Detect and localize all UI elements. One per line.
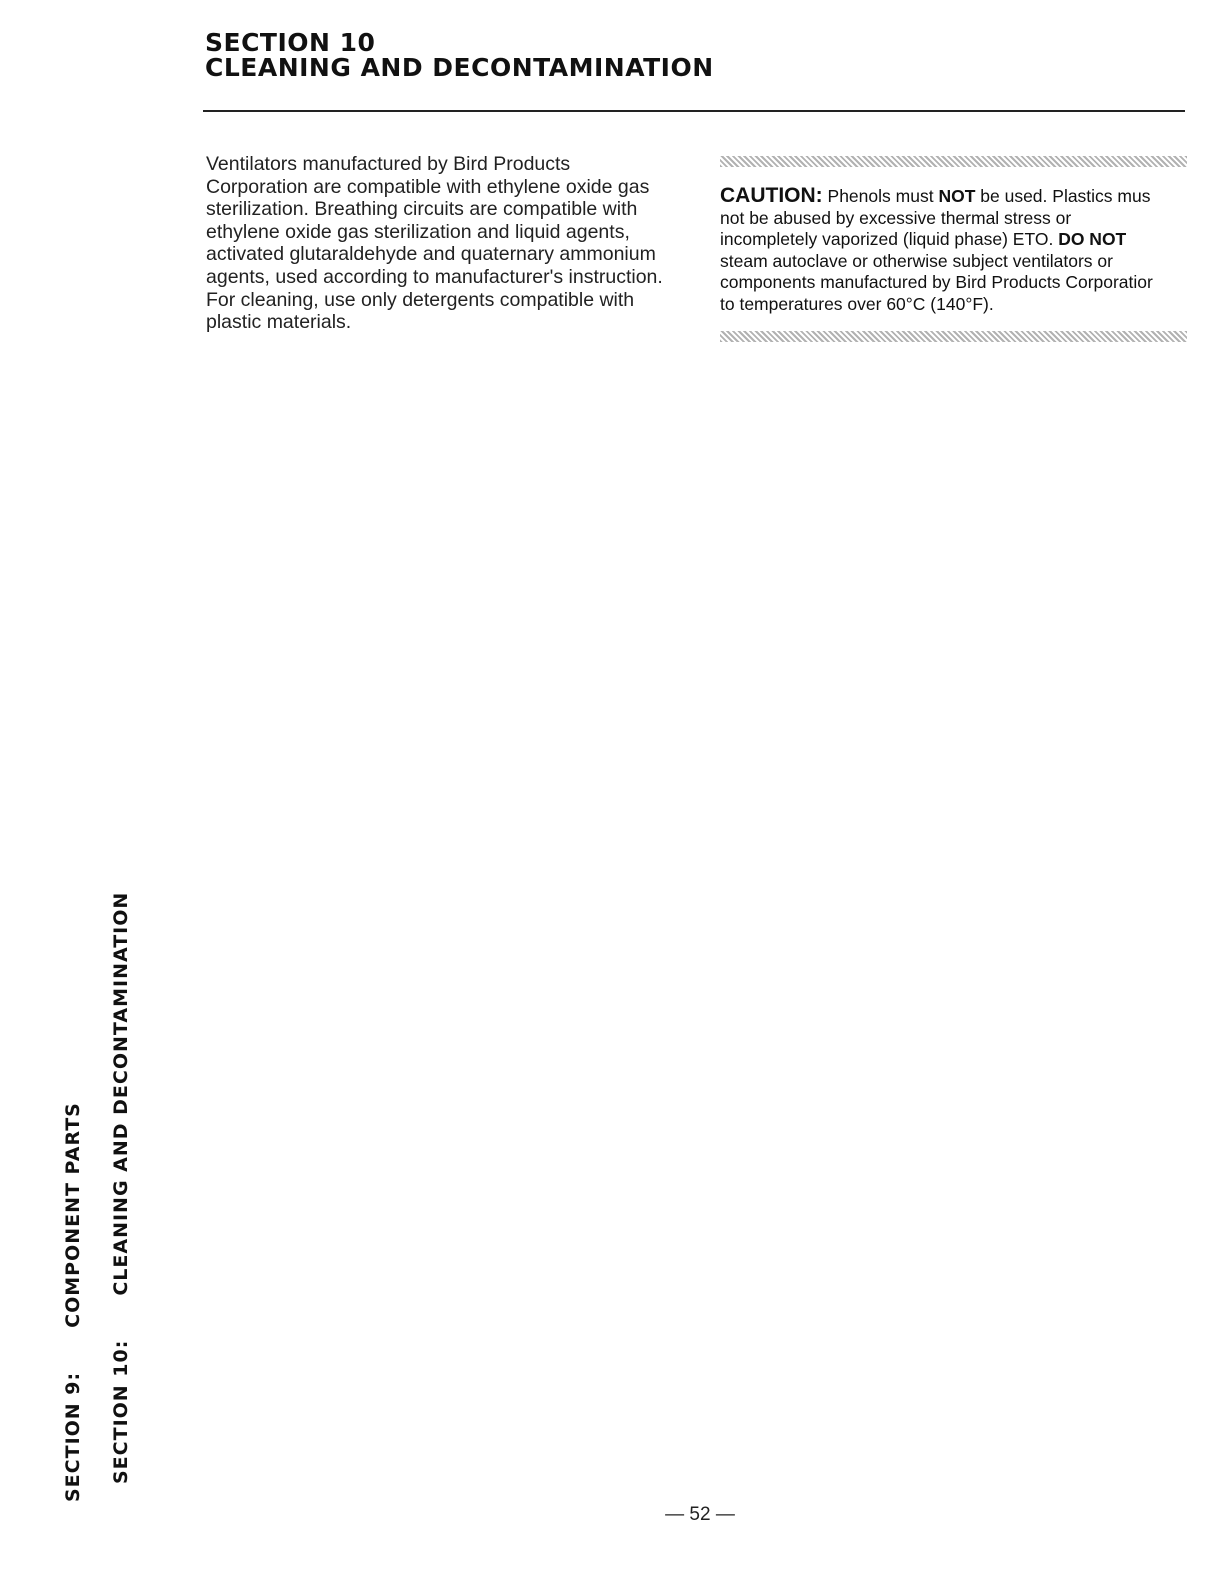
section-title: CLEANING AND DECONTAMINATION [205,53,714,82]
side-tab-1-title: COMPONENT PARTS [62,1102,84,1328]
caution-line-4: steam autoclave or otherwise subject ventilators or [720,250,1113,271]
caution-line-5: components manufactured by Bird Products Corporatior [720,272,1153,292]
page-header [205,30,1185,80]
header-rule [203,110,1185,112]
body-column [206,153,676,334]
caution-line-2: not be abused by excessive thermal stress or [720,207,1072,228]
caution-top-border [720,156,1187,167]
caution-text [720,185,1187,315]
caution-line-3a: incompletely vaporized (liquid phase) ETO. [720,229,1054,249]
caution-line-6: to temperatures over 60°C (140°F). [720,293,994,314]
side-tab-section-9 [62,1102,84,1502]
side-tab-2-title: CLEANING AND DECONTAMINATION [110,891,132,1296]
section-number: SECTION 10 [205,28,376,57]
caution-box [720,156,1190,342]
page-number: — 52 — [665,1504,735,1525]
side-tab-2-section: SECTION 10: [110,1339,132,1484]
side-tab-section-10 [110,892,132,1484]
side-tab-1-section: SECTION 9: [62,1371,84,1502]
caution-line-3b: DO NOT [1058,229,1127,249]
caution-line-1c: be used. Plastics mus [980,186,1151,206]
caution-line-1b: NOT [938,186,976,206]
caution-line-1a: Phenols must [827,186,934,206]
body-paragraph: Ventilators manufactured by Bird Products Corporation are compatible with ethylene oxide gas sterilization. Breathing circuits are compatible with ethylene oxide gas sterilization and liquid agents, activated glutaraldehyde and quaternary ammonium agents, used according to manufacturer's instruction. For cleaning, use only detergents compatible with plastic materials. [206,153,663,334]
caution-bottom-border [720,331,1187,342]
caution-label: CAUTION: [720,185,823,207]
